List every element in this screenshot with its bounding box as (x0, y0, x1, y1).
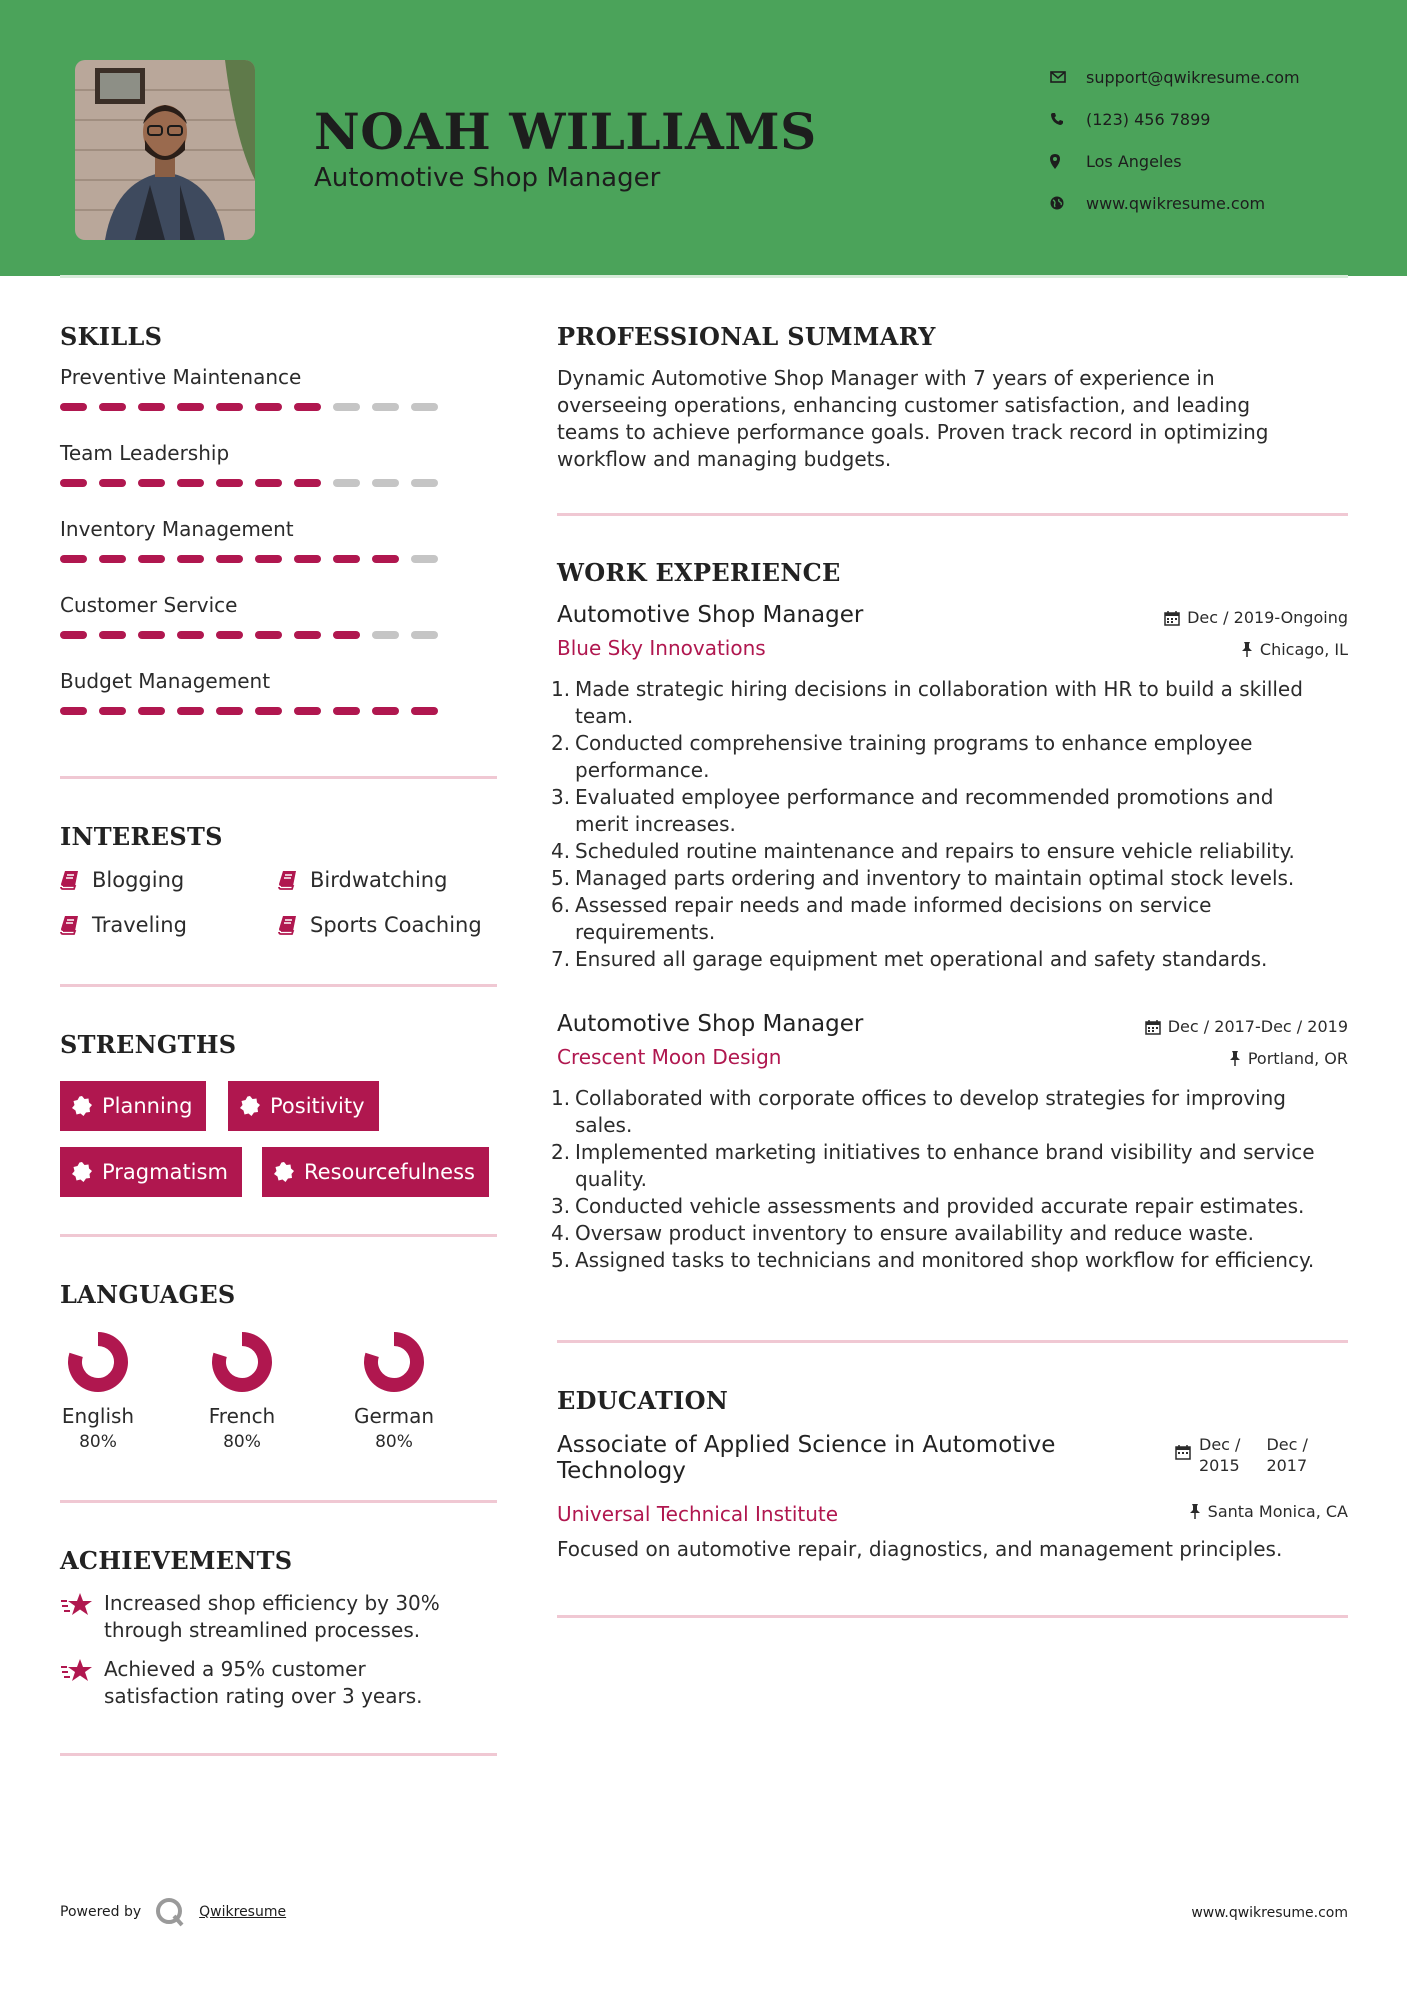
skill-name: Inventory Management (60, 517, 294, 541)
skill-dot-filled (177, 403, 204, 411)
interest-item (60, 868, 184, 892)
skill-dot-filled (60, 707, 87, 715)
skill-dot-empty (372, 403, 399, 411)
language-item (38, 1330, 158, 1452)
job-bullets (551, 1085, 1348, 1274)
contact-list (1050, 56, 1380, 224)
skill-dot-filled (333, 707, 360, 715)
section-divider (60, 984, 497, 987)
skill-rating (60, 701, 497, 745)
bullet-number: 6. (551, 893, 571, 917)
skill-dot-empty (333, 479, 360, 487)
calendar-icon (1164, 610, 1180, 626)
skill-dot-filled (372, 707, 399, 715)
degree-line: Technology (557, 1458, 686, 1484)
education-dates (1175, 1434, 1308, 1476)
skills-title: SKILLS (60, 322, 163, 351)
skill-rating (60, 625, 497, 669)
education-description: Focused on automotive repair, diagnostics, and management principles. (557, 1537, 1283, 1561)
footer-powered-by (60, 1897, 286, 1927)
section-divider (557, 513, 1348, 516)
badge-icon (274, 1162, 294, 1182)
contact-location (1050, 140, 1380, 182)
interest-label: Birdwatching (310, 868, 448, 892)
achievement-item (60, 1590, 440, 1644)
date-part: Dec / (1199, 1435, 1241, 1454)
skill-dot-filled (99, 707, 126, 715)
candidate-name: NOAH WILLIAMS (314, 102, 817, 161)
bullet-line: Oversaw product inventory to ensure availability and reduce waste. (575, 1221, 1255, 1245)
skill-item (60, 365, 497, 441)
job-title: Automotive Shop Manager (557, 602, 864, 628)
job-dates (1164, 608, 1348, 627)
skill-rating (60, 473, 497, 517)
skill-name: Budget Management (60, 669, 271, 693)
skill-dot-filled (60, 631, 87, 639)
badge-icon (72, 1162, 92, 1182)
skill-dot-filled (177, 707, 204, 715)
contact-phone[interactable] (1050, 98, 1380, 140)
resume-header (0, 0, 1407, 276)
skill-dot-filled (60, 555, 87, 563)
job-bullet (551, 1193, 1348, 1220)
contact-website[interactable] (1050, 182, 1380, 224)
language-name: German (353, 1404, 435, 1428)
star-medal-icon (60, 1592, 94, 1618)
strength-label: Resourcefulness (304, 1160, 475, 1184)
skill-item (60, 593, 497, 669)
interest-item (278, 913, 482, 937)
interests-title: INTERESTS (60, 822, 223, 851)
job-bullet (551, 838, 1348, 865)
interest-item (60, 913, 187, 937)
strengths-section (60, 1030, 497, 1200)
interest-label: Blogging (92, 868, 185, 892)
job-bullet (551, 1085, 1348, 1139)
summary-text (557, 365, 1348, 473)
language-ring (66, 1330, 130, 1394)
footer-url[interactable]: www.qwikresume.com (1191, 1905, 1348, 1921)
bullet-line: Collaborated with corporate offices to develop strategies for improving (575, 1086, 1287, 1110)
book-icon (60, 915, 80, 935)
qwikresume-logo-icon (155, 1897, 185, 1927)
skill-item (60, 669, 497, 745)
bullet-line: Conducted vehicle assessments and provided accurate repair estimates. (575, 1194, 1305, 1218)
skill-dot-filled (216, 403, 243, 411)
section-divider (557, 1340, 1348, 1343)
candidate-role: Automotive Shop Manager (314, 163, 661, 193)
job-entry (551, 602, 1348, 973)
achievements-section (60, 1546, 497, 1726)
summary-section (557, 322, 1348, 473)
skill-name: Team Leadership (60, 441, 230, 465)
skill-item (60, 441, 497, 517)
job-bullet (551, 676, 1348, 730)
section-divider (60, 1753, 497, 1756)
language-ring (210, 1330, 274, 1394)
job-bullet (551, 1220, 1348, 1247)
book-icon (278, 915, 298, 935)
job-bullet (551, 784, 1348, 838)
job-bullet (551, 946, 1348, 973)
achievement-text (104, 1656, 423, 1710)
achievement-line: through streamlined processes. (104, 1618, 421, 1642)
bullet-line: Scheduled routine maintenance and repairs to ensure vehicle reliability. (575, 839, 1295, 863)
section-divider (60, 776, 497, 779)
pushpin-icon (1229, 1051, 1241, 1066)
skill-dot-filled (138, 707, 165, 715)
job-company: Crescent Moon Design (557, 1045, 782, 1069)
skill-dot-filled (138, 479, 165, 487)
star-medal-icon (60, 1658, 94, 1684)
strength-chip (228, 1081, 379, 1131)
skill-dot-filled (255, 555, 282, 563)
job-company: Blue Sky Innovations (557, 636, 766, 660)
bullet-line: team. (575, 704, 634, 728)
bullet-number: 2. (551, 1140, 571, 1164)
achievements-title: ACHIEVEMENTS (60, 1546, 293, 1575)
skill-dot-empty (411, 631, 438, 639)
achievement-item (60, 1656, 423, 1710)
badge-icon (240, 1096, 260, 1116)
skill-dot-filled (372, 555, 399, 563)
bullet-line: Conducted comprehensive training programs to enhance employee (575, 731, 1253, 755)
skill-dot-filled (255, 707, 282, 715)
skill-dot-filled (138, 555, 165, 563)
strength-chip (60, 1081, 206, 1131)
skill-dot-filled (255, 403, 282, 411)
header-divider (60, 275, 1348, 278)
summary-line: workflow and managing budgets. (557, 447, 892, 471)
skill-dot-empty (411, 555, 438, 563)
skill-rating (60, 397, 497, 441)
bullet-number: 2. (551, 731, 571, 755)
language-percent: 80% (375, 1432, 413, 1452)
interest-item (278, 868, 447, 892)
languages-section (60, 1280, 497, 1470)
skill-dot-empty (333, 403, 360, 411)
section-divider (60, 1234, 497, 1237)
contact-location-text: Los Angeles (1086, 151, 1182, 171)
skill-dot-filled (99, 479, 126, 487)
achievement-text (104, 1590, 440, 1644)
education-title: EDUCATION (557, 1386, 729, 1415)
bullet-number: 3. (551, 785, 571, 809)
skill-dot-empty (372, 631, 399, 639)
language-ring-arc (219, 1339, 265, 1385)
education-location (1189, 1502, 1348, 1521)
skill-dot-filled (333, 555, 360, 563)
bullet-line: performance. (575, 758, 710, 782)
strengths-title: STRENGTHS (60, 1030, 237, 1059)
language-name: English (61, 1404, 135, 1428)
education-end (1266, 1434, 1307, 1476)
profile-photo (75, 60, 255, 240)
bullet-number: 5. (551, 866, 571, 890)
envelope-icon (1050, 67, 1086, 87)
bullet-line: Managed parts ordering and inventory to maintain optimal stock levels. (575, 866, 1295, 890)
strength-label: Pragmatism (102, 1160, 228, 1184)
contact-email[interactable] (1050, 56, 1380, 98)
job-bullet (551, 865, 1348, 892)
job-location-text: Chicago, IL (1259, 640, 1348, 659)
skill-dot-filled (294, 403, 321, 411)
skill-dot-filled (294, 479, 321, 487)
skill-dot-filled (333, 631, 360, 639)
skill-name: Customer Service (60, 593, 238, 617)
experience-title: WORK EXPERIENCE (557, 558, 841, 587)
language-item (182, 1330, 302, 1452)
skill-dot-filled (138, 631, 165, 639)
book-icon (278, 870, 298, 890)
education-section (557, 1386, 1348, 1561)
skill-dot-filled (177, 631, 204, 639)
bullet-number: 4. (551, 1221, 571, 1245)
job-location (1241, 640, 1348, 659)
job-location-text: Portland, OR (1247, 1049, 1348, 1068)
skill-dot-empty (372, 479, 399, 487)
job-dates (1145, 1017, 1348, 1036)
skill-dot-filled (255, 631, 282, 639)
contact-phone-text[interactable]: (123) 456 7899 (1086, 109, 1211, 129)
date-part: 2015 (1199, 1456, 1240, 1475)
calendar-icon (1175, 1444, 1191, 1460)
job-dates-text: Dec / 2019-Ongoing (1187, 608, 1348, 627)
achievement-line: satisfaction rating over 3 years. (104, 1684, 423, 1708)
section-divider (557, 1615, 1348, 1618)
skill-dot-filled (411, 707, 438, 715)
bullet-line: Ensured all garage equipment met operational and safety standards. (575, 947, 1268, 971)
skill-dot-filled (177, 479, 204, 487)
phone-icon (1050, 109, 1086, 129)
job-entry (551, 1011, 1348, 1274)
experience-section (551, 558, 1348, 1298)
pushpin-icon (1241, 642, 1253, 657)
bullet-line: merit increases. (575, 812, 736, 836)
job-dates-text: Dec / 2017-Dec / 2019 (1167, 1017, 1348, 1036)
skill-name: Preventive Maintenance (60, 365, 302, 389)
bullet-number: 3. (551, 1194, 571, 1218)
interests-section (60, 822, 497, 952)
language-ring (362, 1330, 426, 1394)
pushpin-icon (1189, 1504, 1201, 1519)
skill-dot-empty (411, 479, 438, 487)
skill-dot-filled (216, 555, 243, 563)
summary-title: PROFESSIONAL SUMMARY (557, 322, 936, 351)
job-bullet (551, 892, 1348, 946)
date-part: Dec / (1266, 1435, 1308, 1454)
language-percent: 80% (223, 1432, 261, 1452)
job-title: Automotive Shop Manager (557, 1011, 864, 1037)
job-bullet (551, 1139, 1348, 1193)
languages-title: LANGUAGES (60, 1280, 236, 1309)
skill-dot-empty (411, 403, 438, 411)
book-icon (60, 870, 80, 890)
contact-email-text[interactable]: support@qwikresume.com (1086, 67, 1300, 87)
bullet-line: Evaluated employee performance and recommended promotions and (575, 785, 1274, 809)
bullet-number: 1. (551, 1086, 571, 1110)
skill-dot-filled (294, 707, 321, 715)
skill-dot-filled (138, 403, 165, 411)
skills-section (60, 322, 497, 745)
language-ring-arc (75, 1339, 121, 1385)
skill-dot-filled (216, 631, 243, 639)
language-name: French (208, 1404, 276, 1428)
skill-dot-filled (99, 631, 126, 639)
skill-dot-filled (255, 479, 282, 487)
achievement-line: Increased shop efficiency by 30% (104, 1591, 440, 1615)
degree-title (557, 1432, 1157, 1484)
badge-icon (72, 1096, 92, 1116)
language-ring-arc (371, 1339, 417, 1385)
skill-dot-filled (294, 631, 321, 639)
globe-icon (1050, 193, 1086, 213)
map-marker-icon (1050, 151, 1086, 171)
skill-dot-filled (99, 555, 126, 563)
language-item (334, 1330, 454, 1452)
skill-dot-filled (294, 555, 321, 563)
skills-list (60, 365, 497, 745)
job-location (1229, 1049, 1348, 1068)
bullet-line: Assessed repair needs and made informed decisions on service (575, 893, 1212, 917)
achievement-line: Achieved a 95% customer (104, 1657, 366, 1681)
interest-label: Sports Coaching (310, 913, 482, 937)
skill-dot-filled (60, 479, 87, 487)
strength-chip (60, 1147, 242, 1197)
job-bullets (551, 676, 1348, 973)
skill-dot-filled (216, 479, 243, 487)
skill-dot-filled (99, 403, 126, 411)
bullet-number: 1. (551, 677, 571, 701)
bullet-number: 5. (551, 1248, 571, 1272)
bullet-number: 7. (551, 947, 571, 971)
education-location-text: Santa Monica, CA (1207, 1502, 1348, 1521)
summary-line: overseeing operations, enhancing customer satisfaction, and leading (557, 393, 1251, 417)
bullet-line: sales. (575, 1113, 633, 1137)
summary-line: teams to achieve performance goals. Proven track record in optimizing (557, 420, 1269, 444)
degree-line: Associate of Applied Science in Automotive (557, 1432, 1056, 1458)
strength-chip (262, 1147, 489, 1197)
interest-label: Traveling (92, 913, 187, 937)
summary-line: Dynamic Automotive Shop Manager with 7 years of experience in (557, 366, 1215, 390)
skill-dot-filled (216, 707, 243, 715)
bullet-line: Made strategic hiring decisions in collaboration with HR to build a skilled (575, 677, 1303, 701)
powered-by-label: Powered by (60, 1904, 142, 1920)
bullet-line: requirements. (575, 920, 716, 944)
bullet-line: quality. (575, 1167, 647, 1191)
job-bullet (551, 730, 1348, 784)
contact-website-text[interactable]: www.qwikresume.com (1086, 193, 1266, 213)
skill-rating (60, 549, 497, 593)
qwikresume-link[interactable]: Qwikresume (199, 1904, 287, 1920)
skill-dot-filled (177, 555, 204, 563)
skill-item (60, 517, 497, 593)
job-bullet (551, 1247, 1348, 1274)
section-divider (60, 1500, 497, 1503)
bullet-line: Implemented marketing initiatives to enhance brand visibility and service (575, 1140, 1315, 1164)
education-start (1199, 1434, 1240, 1476)
school-name: Universal Technical Institute (557, 1502, 839, 1526)
calendar-icon (1145, 1019, 1161, 1035)
bullet-line: Assigned tasks to technicians and monitored shop workflow for efficiency. (575, 1248, 1315, 1272)
strength-label: Planning (102, 1094, 193, 1118)
skill-dot-filled (60, 403, 87, 411)
strength-label: Positivity (270, 1094, 365, 1118)
language-percent: 80% (79, 1432, 117, 1452)
bullet-number: 4. (551, 839, 571, 863)
date-part: 2017 (1266, 1456, 1308, 1475)
